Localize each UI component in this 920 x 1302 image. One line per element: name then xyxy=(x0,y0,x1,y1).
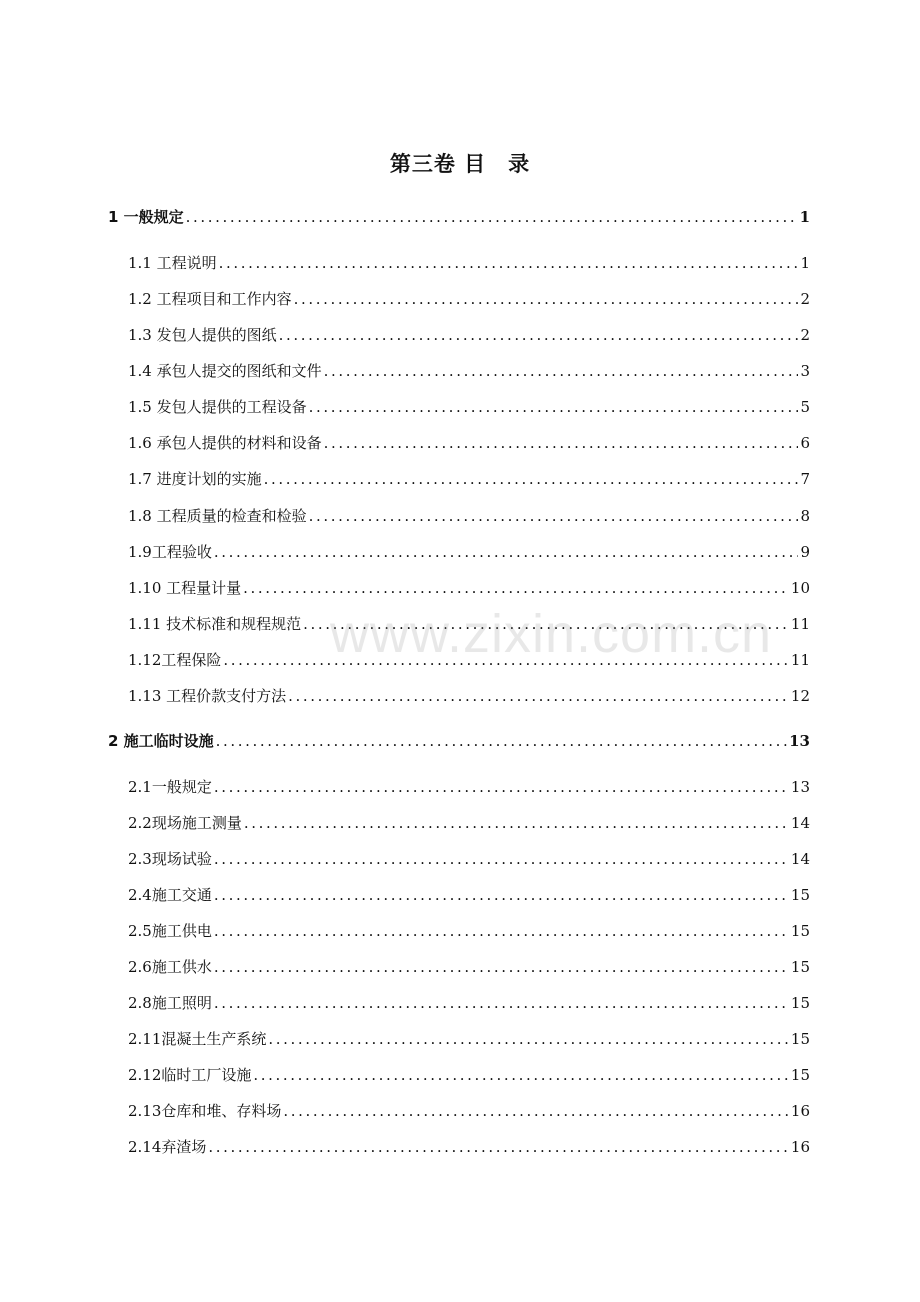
toc-section-entry[interactable] xyxy=(128,686,810,706)
toc-entry-label: 2.4施工交通 xyxy=(128,886,212,904)
toc-entry-label: 1.3 发包人提供的图纸 xyxy=(128,326,277,344)
toc-dot-leader xyxy=(241,578,789,598)
toc-page-number: 16 xyxy=(790,1138,810,1156)
toc-page-number: 15 xyxy=(790,1066,810,1084)
toc-section-entry[interactable] xyxy=(128,849,810,869)
toc-entry-label: 1.10 工程量计量 xyxy=(128,579,242,597)
toc-section-entry[interactable] xyxy=(128,1029,810,1049)
toc-entry-label: 2.11混凝土生产系统 xyxy=(128,1030,267,1048)
toc-section-entry[interactable] xyxy=(128,885,810,905)
watermark: www.zixin.com.cn xyxy=(330,604,773,664)
toc-entry-label: 2.12临时工厂设施 xyxy=(128,1066,252,1084)
toc-entry-label: 2.8施工照明 xyxy=(128,994,212,1012)
toc-entry-label: 1.13 工程价款支付方法 xyxy=(128,687,287,705)
toc-dot-leader xyxy=(212,957,789,977)
toc-section-entry[interactable] xyxy=(128,957,810,977)
toc-chapter-entry[interactable] xyxy=(108,207,810,227)
toc-section-entry[interactable] xyxy=(128,578,810,598)
toc-page-number: 1 xyxy=(799,208,810,226)
toc-page-number: 12 xyxy=(790,687,810,705)
toc-entry-label: 1.8 工程质量的检查和检验 xyxy=(128,507,307,525)
toc-page-number: 5 xyxy=(800,398,810,416)
toc-section-entry[interactable] xyxy=(128,325,810,345)
toc-section-entry[interactable] xyxy=(128,289,810,309)
toc-section-entry[interactable] xyxy=(128,469,810,489)
toc-section-entry[interactable] xyxy=(128,253,810,273)
toc-entry-label: 1.11 技术标准和规程规范 xyxy=(128,615,302,633)
toc-page-number: 2 xyxy=(800,290,810,308)
toc-dot-leader xyxy=(266,1029,789,1049)
toc-entry-label: 1.1 工程说明 xyxy=(128,254,217,272)
toc-dot-leader xyxy=(251,1065,789,1085)
toc-entry-label: 1.6 承包人提供的材料和设备 xyxy=(128,434,322,452)
toc-page-number: 9 xyxy=(800,543,810,561)
toc-dot-leader xyxy=(322,361,799,381)
toc-page-number: 13 xyxy=(789,732,810,750)
toc-entry-label: 1 一般规定 xyxy=(108,208,184,226)
toc-page-number: 8 xyxy=(800,507,810,525)
toc-entry-label: 2.14弃渣场 xyxy=(128,1138,207,1156)
toc-entry-label: 1.7 进度计划的实施 xyxy=(128,470,262,488)
toc-section-entry[interactable] xyxy=(128,993,810,1013)
toc-dot-leader xyxy=(212,542,799,562)
toc-entry-label: 2.2现场施工测量 xyxy=(128,814,242,832)
toc-page-number: 13 xyxy=(790,778,810,796)
toc-dot-leader xyxy=(206,1137,789,1157)
toc-dot-leader xyxy=(286,686,789,706)
toc-entry-label: 2.6施工供水 xyxy=(128,958,212,976)
toc-dot-leader xyxy=(277,325,799,345)
toc-entry-label: 1.5 发包人提供的工程设备 xyxy=(128,398,307,416)
toc-dot-leader xyxy=(184,207,798,227)
toc-section-entry[interactable] xyxy=(128,813,810,833)
toc-chapter-entry[interactable] xyxy=(108,731,810,751)
toc-dot-leader xyxy=(212,849,789,869)
toc-dot-leader xyxy=(307,506,799,526)
toc-entry-label: 1.12工程保险 xyxy=(128,651,222,669)
toc-section-entry[interactable] xyxy=(128,921,810,941)
toc-entry-label: 2.3现场试验 xyxy=(128,850,212,868)
toc-dot-leader xyxy=(292,289,799,309)
toc-dot-leader xyxy=(214,731,787,751)
toc-section-entry[interactable] xyxy=(128,361,810,381)
toc-entry-label: 2 施工临时设施 xyxy=(108,732,214,750)
toc-page-number: 15 xyxy=(790,886,810,904)
toc-dot-leader xyxy=(212,993,789,1013)
toc-dot-leader xyxy=(212,885,789,905)
toc-entry-label: 1.9工程验收 xyxy=(128,543,212,561)
toc-page-number: 15 xyxy=(790,922,810,940)
toc-page-number: 15 xyxy=(790,958,810,976)
toc-dot-leader xyxy=(242,813,789,833)
toc-section-entry[interactable] xyxy=(128,397,810,417)
toc-section-entry[interactable] xyxy=(128,542,810,562)
toc-page-number: 15 xyxy=(790,994,810,1012)
toc-section-entry[interactable] xyxy=(128,1101,810,1121)
toc-section-entry[interactable] xyxy=(128,1137,810,1157)
toc-entry-label: 1.2 工程项目和工作内容 xyxy=(128,290,292,308)
toc-section-entry[interactable] xyxy=(128,433,810,453)
toc-dot-leader xyxy=(212,777,789,797)
toc-page-number: 16 xyxy=(790,1102,810,1120)
toc-page-number: 2 xyxy=(800,326,810,344)
toc-dot-leader xyxy=(281,1101,789,1121)
toc-entry-label: 2.13仓库和堆、存料场 xyxy=(128,1102,282,1120)
toc-section-entry[interactable] xyxy=(128,1065,810,1085)
toc-page-number: 11 xyxy=(790,651,810,669)
toc-dot-leader xyxy=(217,253,799,273)
toc-page-number: 10 xyxy=(790,579,810,597)
toc-entry-label: 1.4 承包人提交的图纸和文件 xyxy=(128,362,322,380)
toc-dot-leader xyxy=(307,397,799,417)
page-title: 第三卷 目 录 xyxy=(389,152,531,176)
toc-section-entry[interactable] xyxy=(128,506,810,526)
toc-dot-leader xyxy=(212,921,789,941)
toc-page-number: 1 xyxy=(800,254,810,272)
toc-page-number: 14 xyxy=(790,814,810,832)
toc-page-number: 15 xyxy=(790,1030,810,1048)
toc-page-number: 11 xyxy=(790,615,810,633)
toc-page-number: 14 xyxy=(790,850,810,868)
toc-dot-leader xyxy=(322,433,799,453)
toc-entry-label: 2.1一般规定 xyxy=(128,778,212,796)
toc-page-number: 6 xyxy=(800,434,810,452)
toc-section-entry[interactable] xyxy=(128,777,810,797)
toc-dot-leader xyxy=(262,469,799,489)
toc-entry-label: 2.5施工供电 xyxy=(128,922,212,940)
toc-page-number: 3 xyxy=(800,362,810,380)
toc-page-number: 7 xyxy=(800,470,810,488)
